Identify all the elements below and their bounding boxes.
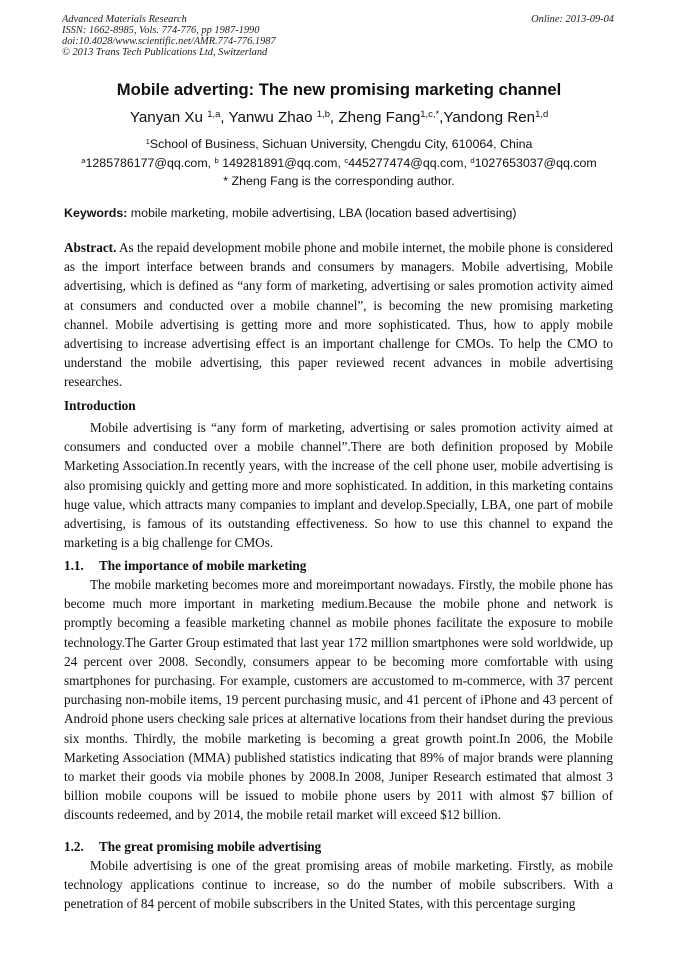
author-name: Yanyan Xu	[129, 109, 208, 126]
corresponding-author-note: * Zheng Fang is the corresponding author.	[223, 174, 455, 188]
section-heading-introduction: Introduction	[64, 398, 136, 413]
section-number: 1.1.	[64, 558, 84, 573]
email-marker: d	[470, 155, 475, 165]
email-marker: a	[81, 155, 86, 165]
author-name: Yanwu Zhao	[228, 109, 317, 126]
section-1-1-paragraph: The mobile marketing becomes more and moreimportant nowadays. Firstly, the mobile phone has become much more important in marketing medium.Because the mobile phone and network is promptly becoming a feasible marketing channel as mobile phones facilitate the exposure to mobile technology.The Garter Group estimated that last year 172 million smartphones were sold worldwide, up 24 percent over 2008. Secondly, consumers appear to be becoming more comfortable with using smartphones for purchasing. For example, customers are accustomed to m-commerce, with 37 percent purchasing non-mobile items, 19 percent purchasing music, and 41 percent of iPhone and 43 percent of Android phone users checking sale prices at alternative locations from their handset during the previous six months. Thirdly, the mobile marketing is becoming a great growth point.In 2006, the Mobile Marketing Association (MMA) published statistics indicating that 89% of major brands were planning to market their goods via mobile phones by 2008.In 2008, Juniper Research estimated that almost 3 billion mobile coupons will be issued to mobile phone users by 2011 with almost $7 billion of discounts redeemed, and by 2014, the mobile retail market will exceed $12 billion.	[64, 577, 613, 823]
email-address[interactable]: 445277474@qq.com,	[348, 156, 471, 170]
author-affil-marker: 1,a	[207, 107, 221, 119]
section-title: The importance of mobile marketing	[99, 558, 307, 573]
journal-name: Advanced Materials Research	[62, 14, 187, 25]
online-date: Online: 2013-09-04	[531, 14, 614, 25]
keywords	[64, 205, 616, 222]
keywords-text: mobile marketing, mobile advertising, LBA (location based advertising)	[127, 206, 517, 220]
section-1-2-paragraph: Mobile advertising is one of the great promising areas of mobile marketing. Firstly, as mobile technology applications continue to increase, so do the number of mobile subscribers. With a penetration of 84 percent of mobile subscribers in the United States, with this percentage surging	[64, 858, 613, 912]
email-address[interactable]: 1027653037@qq.com	[474, 156, 597, 170]
author-separator: ,	[220, 109, 229, 126]
section-heading-1-2	[64, 837, 613, 856]
author-separator: ,	[329, 109, 339, 126]
paper-title: Mobile adverting: The new promising marketing channel	[116, 80, 562, 99]
section-number: 1.2.	[64, 839, 84, 854]
email-marker: b	[214, 155, 219, 165]
email-address[interactable]: 1285786177@qq.com,	[85, 156, 215, 170]
email-list	[0, 155, 678, 172]
journal-copyright: © 2013 Trans Tech Publications Ltd, Switzerland	[62, 47, 268, 58]
introduction-paragraph: Mobile advertising is “any form of marketing, advertising or sales promotion activity aimed at consumers and conducted over a mobile channel”.There are both definition proposed by Mobile Marketing Association.In recently years, with the increase of the cell phone user, mobile advertising is also promising quickly and getting more and more sophisticated. In addition, in this marketing contains huge value, which attracts many companies to implant and develop.Specially, LBA, one part of mobile advertising, is famous of its outstanding effectiveness. So how to use this channel to expand the marketing is a big challenge for CMOs.	[64, 420, 613, 551]
keywords-label: Keywords:	[64, 206, 128, 220]
abstract-text: As the repaid development mobile phone and mobile internet, the mobile phone is considered as the import interface between brands and consumers by managers. Mobile advertising, Mobile advertising, which is defined as “any form of marketing, advertising or sales promotion activity aimed at consumers and conducted over a mobile channel”, is becoming the new promising marketing channel. Mobile advertising is getting more and more sophisticated. Thus, how to apply mobile advertising to increase advertising effect is an important challenge for CMOs. To help the CMO to understand the mobile advertising, this paper reviewed recent advances in mobile advertising researches.	[64, 240, 613, 390]
author-name: Zheng Fang	[338, 109, 421, 126]
abstract	[64, 238, 613, 392]
affiliation-text: School of Business, Sichuan University, Chengdu City, 610064, China	[149, 137, 533, 151]
email-address[interactable]: 149281891@qq.com,	[218, 156, 345, 170]
email-marker: c	[344, 155, 349, 165]
author-separator: ,	[439, 109, 444, 126]
affiliation	[0, 136, 678, 153]
author-affil-marker: 1,d	[535, 107, 549, 119]
journal-issn: ISSN: 1662-8985, Vols. 774-776, pp 1987-1990	[62, 25, 260, 36]
journal-doi: doi:10.4028/www.scientific.net/AMR.774-776.1987	[62, 36, 276, 47]
abstract-label: Abstract.	[64, 240, 117, 255]
author-list	[0, 108, 678, 128]
author-name: Yandong Ren	[443, 109, 536, 126]
journal-header	[62, 14, 614, 58]
affiliation-marker: 1	[145, 136, 150, 146]
author-affil-marker: 1,c,*	[420, 107, 440, 119]
section-title: The great promising mobile advertising	[99, 839, 322, 854]
section-heading-1-1	[64, 556, 613, 575]
author-affil-marker: 1,b	[316, 107, 330, 119]
